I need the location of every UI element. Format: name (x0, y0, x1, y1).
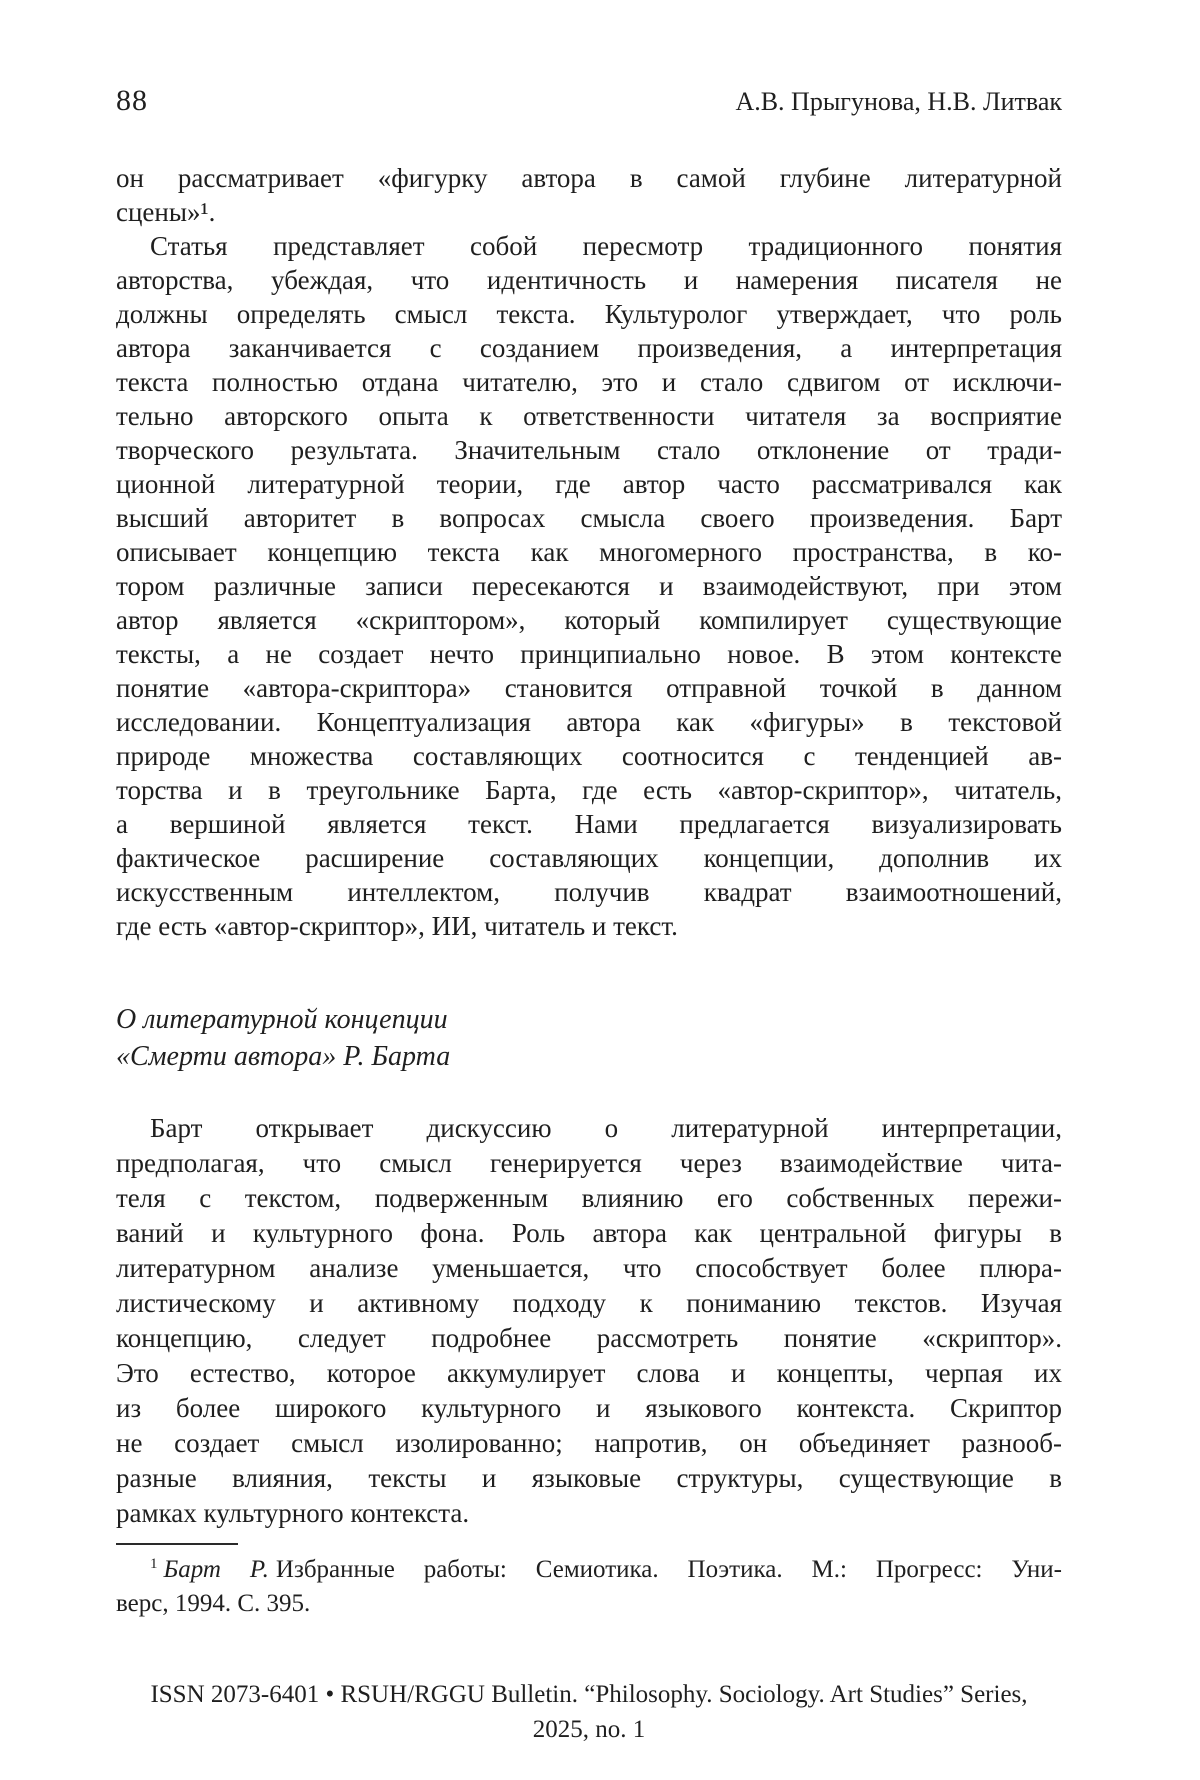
footnote-author: Барт Р. (163, 1556, 269, 1583)
footnote-line-1 (116, 1553, 1062, 1587)
text-line: Это естество, которое аккумулирует слова и концепты, черпая их (116, 1358, 1062, 1388)
text-line: Барт открывает дискуссию о литературной интерпретации, (150, 1113, 1062, 1143)
text-line: он рассматривает «фигурку автора в самой глубине литературной (116, 163, 1062, 193)
paragraph (116, 1111, 1062, 1531)
heading-line: О литературной концепции (116, 1004, 448, 1035)
text-line: Статья представляет собой пересмотр традиционного понятия (150, 231, 1062, 261)
text-line: торства и в треугольнике Барта, где есть «автор-скриптор», читатель, (116, 775, 1062, 805)
text-line: тексты, а не создает нечто принципиально новое. В этом контексте (116, 639, 1062, 669)
text-line: исследовании. Концептуализация автора как «фигуры» в текстовой (116, 707, 1062, 737)
text-line: где есть «автор-скриптор», ИИ, читатель и текст. (116, 911, 678, 941)
paragraph (116, 229, 1062, 943)
section-body (116, 1111, 1062, 1531)
text-line: творческого результата. Значительным стало отклонение от тради- (116, 435, 1062, 465)
text-line: искусственным интеллектом, получив квадрат взаимоотношений, (116, 877, 1062, 907)
heading-line: «Смерти автора» Р. Барта (116, 1041, 451, 1072)
footnote (116, 1543, 1062, 1621)
text-line: концепцию, следует подробнее рассмотреть понятие «скриптор». (116, 1323, 1062, 1353)
footnote-reference: Избранные работы: Семиотика. Поэтика. М.: Прогресс: Уни- (275, 1556, 1062, 1583)
text-line: листическому и активному подходу к пониманию текстов. Изучая (116, 1288, 1062, 1318)
text-line: должны определять смысл текста. Культуролог утверждает, что роль (116, 299, 1062, 329)
footnote-marker: 1 (150, 1555, 158, 1572)
text-line: сцены»¹. (116, 197, 216, 227)
section-heading (116, 1001, 1062, 1075)
text-line: тельно авторского опыта к ответственности читателя за восприятие (116, 401, 1062, 431)
text-line: авторства, убеждая, что идентичность и намерения писателя не (116, 265, 1062, 295)
text-line: теля с текстом, подверженным влиянию его собственных пережи- (116, 1183, 1062, 1213)
text-line: из более широкого культурного и языкового контекста. Скриптор (116, 1393, 1062, 1423)
page-content (116, 0, 1062, 1747)
text-line: автора заканчивается с созданием произведения, а интерпретация (116, 333, 1062, 363)
text-line: ваний и культурного фона. Роль автора как центральной фигуры в (116, 1218, 1062, 1248)
text-line: рамках культурного контекста. (116, 1498, 470, 1528)
running-header (116, 0, 1062, 117)
text-line: ционной литературной теории, где автор часто рассматривался как (116, 469, 1062, 499)
footnote-divider (116, 1543, 238, 1545)
text-line: фактическое расширение составляющих концепции, дополнив их (116, 843, 1062, 873)
footnote-line-2: верс, 1994. С. 395. (116, 1590, 311, 1617)
text-line: не создает смысл изолированно; напротив, он объединяет разнооб- (116, 1428, 1062, 1458)
page-number: 88 (116, 84, 148, 117)
intro-body (116, 161, 1062, 943)
text-line: описывает концепцию текста как многомерного пространства, в ко- (116, 537, 1062, 567)
text-line: тором различные записи пересекаются и взаимодействуют, при этом (116, 571, 1062, 601)
text-line: природе множества составляющих соотносится с тенденцией ав- (116, 741, 1062, 771)
text-line: текста полностью отдана читателю, это и стало сдвигом от исключи- (116, 367, 1062, 397)
running-authors: А.В. Прыгунова, Н.В. Литвак (735, 87, 1062, 116)
text-line: а вершиной является текст. Нами предлагается визуализировать (116, 809, 1062, 839)
footer-issue-line: 2025, no. 1 (532, 1716, 646, 1743)
text-line: высший авторитет в вопросах смысла своего произведения. Барт (116, 503, 1062, 533)
paragraph (116, 161, 1062, 229)
text-line: разные влияния, тексты и языковые структуры, существующие в (116, 1463, 1062, 1493)
footnote-text (116, 1553, 1062, 1621)
page-footer (116, 1677, 1062, 1747)
text-line: предполагая, что смысл генерируется через взаимодействие чита- (116, 1148, 1062, 1178)
footer-issn-line: ISSN 2073-6401 • RSUH/RGGU Bulletin. “Philosophy. Sociology. Art Studies” Series, (150, 1681, 1028, 1708)
text-line: автор является «скриптором», который компилирует существующие (116, 605, 1062, 635)
text-line: литературном анализе уменьшается, что способствует более плюра- (116, 1253, 1062, 1283)
text-line: понятие «автора-скриптора» становится отправной точкой в данном (116, 673, 1062, 703)
